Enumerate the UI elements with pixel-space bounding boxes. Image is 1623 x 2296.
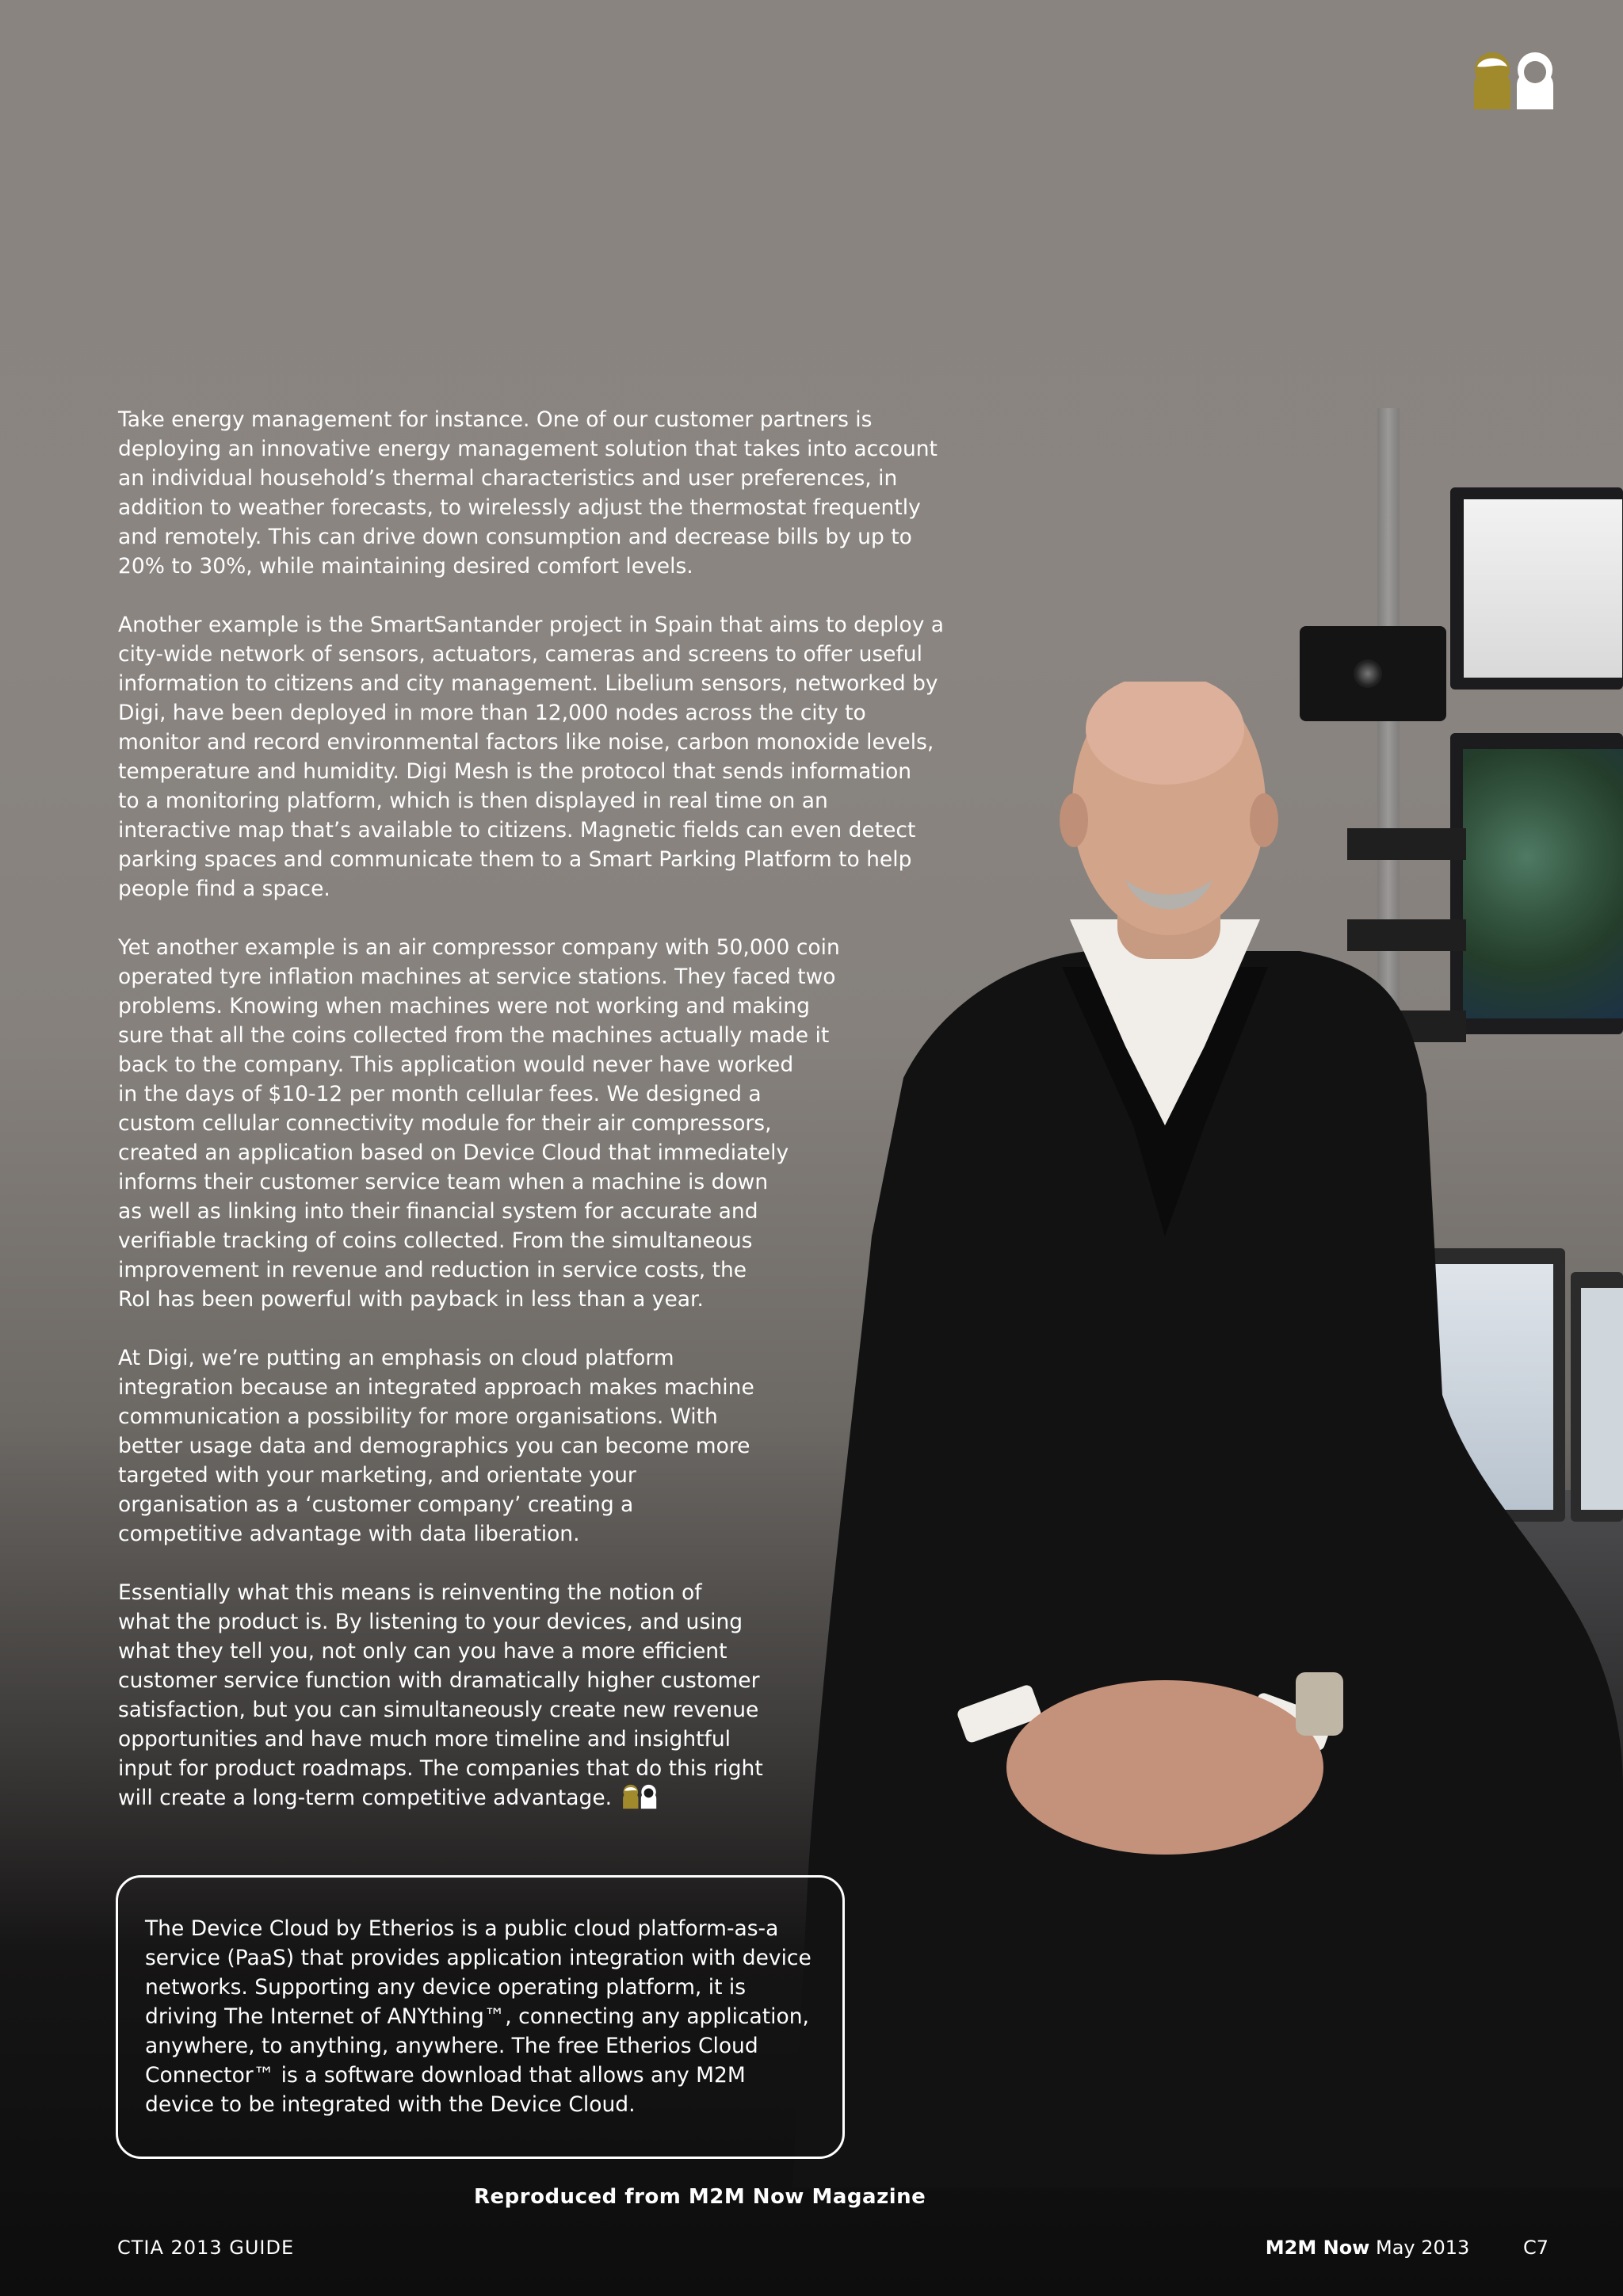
text-line: targeted with your marketing, and orientate your <box>118 1463 636 1488</box>
monitor-top-screen <box>1464 499 1622 678</box>
footer-issue-info <box>1266 2237 1549 2259</box>
text-line: organisation as a ‘customer company’ creating a <box>118 1492 634 1517</box>
end-of-article-icon <box>621 1784 659 1809</box>
text-line: will create a long-term competitive advantage. <box>118 1786 613 1810</box>
page-number: C7 <box>1522 2237 1549 2259</box>
text-line: RoI has been powerful with payback in less than a year. <box>118 1287 704 1312</box>
text-line: to a monitoring platform, which is then displayed in real time on an <box>118 789 828 813</box>
text-line: anywhere, to anything, anywhere. The free Etherios Cloud <box>145 2034 758 2058</box>
last-line <box>118 1783 944 1813</box>
text-line: device to be integrated with the Device Cloud. <box>145 2092 636 2117</box>
text-line: service (PaaS) that provides application integration with device <box>145 1946 812 1970</box>
text-line: custom cellular connectivity module for their air compressors, <box>118 1111 772 1136</box>
text-line: in the days of $10-12 per month cellular fees. We designed a <box>118 1082 762 1106</box>
text-line: Connector™ is a software download that allows any M2M <box>145 2063 746 2088</box>
text-line: verifiable tracking of coins collected. From the simultaneous <box>118 1228 753 1253</box>
footer-magazine-name: M2M Now <box>1265 2237 1370 2259</box>
text-line: problems. Knowing when machines were not working and making <box>118 994 810 1018</box>
paragraph-3 <box>118 933 944 1314</box>
text-line: opportunities and have much more timeline and insightful <box>118 1727 731 1752</box>
text-line: customer service function with dramatically higher customer <box>118 1668 760 1693</box>
text-line: back to the company. This application would never have worked <box>118 1052 794 1077</box>
paragraph-1 <box>118 405 944 581</box>
text-line: and remotely. This can drive down consumption and decrease bills by up to <box>118 525 912 549</box>
device-cloud-infobox <box>116 1875 845 2159</box>
text-line: Another example is the SmartSantander project in Spain that aims to deploy a <box>118 613 945 637</box>
text-line: Yet another example is an air compressor company with 50,000 coin <box>118 935 840 960</box>
article-body <box>118 405 944 1813</box>
text-line: interactive map that’s available to citizens. Magnetic fields can even detect <box>118 818 916 842</box>
text-line: informs their customer service team when a machine is down <box>118 1170 769 1194</box>
paragraph-4 <box>118 1343 944 1549</box>
text-line: improvement in revenue and reduction in service costs, the <box>118 1258 747 1282</box>
text-line: 20% to 30%, while maintaining desired comfort levels. <box>118 554 693 579</box>
text-line: operated tyre inflation machines at service stations. They faced two <box>118 965 836 989</box>
text-line: Take energy management for instance. One of our customer partners is <box>118 407 873 432</box>
text-line: created an application based on Device Cloud that immediately <box>118 1140 789 1165</box>
text-line: integration because an integrated approach makes machine <box>118 1375 754 1400</box>
text-line: sure that all the coins collected from the machines actually made it <box>118 1023 830 1048</box>
text-line: competitive advantage with data liberation. <box>118 1522 580 1546</box>
text-line: Essentially what this means is reinventing the notion of <box>118 1580 702 1605</box>
text-line: better usage data and demographics you can become more <box>118 1434 750 1458</box>
text-line: Digi, have been deployed in more than 12,000 nodes across the city to <box>118 701 866 725</box>
m2m-now-logo-icon <box>1471 51 1560 111</box>
footer-date: May 2013 <box>1376 2237 1470 2259</box>
text-line: satisfaction, but you can simultaneously create new revenue <box>118 1698 759 1722</box>
text-line: what they tell you, not only can you have a more efficient <box>118 1639 727 1664</box>
text-line: people find a space. <box>118 877 330 901</box>
text-line: driving The Internet of ANYthing™, connecting any application, <box>145 2004 809 2029</box>
text-line: an individual household’s thermal characteristics and user preferences, in <box>118 466 898 491</box>
text-line: parking spaces and communicate them to a Smart Parking Platform to help <box>118 847 912 872</box>
text-line: The Device Cloud by Etherios is a public cloud platform-as-a <box>145 1916 779 1941</box>
text-line: communication a possibility for more organisations. With <box>118 1404 718 1429</box>
text-line: At Digi, we’re putting an emphasis on cloud platform <box>118 1346 674 1370</box>
text-line: temperature and humidity. Digi Mesh is the protocol that sends information <box>118 759 912 784</box>
text-line: monitor and record environmental factors like noise, carbon monoxide levels, <box>118 730 934 755</box>
paragraph-2 <box>118 610 944 904</box>
text-line: input for product roadmaps. The companies that do this right <box>118 1756 763 1781</box>
text-line: networks. Supporting any device operating platform, it is <box>145 1975 747 2000</box>
text-line: as well as linking into their financial system for accurate and <box>118 1199 758 1224</box>
text-line: addition to weather forecasts, to wirelessly adjust the thermostat frequently <box>118 495 921 520</box>
text-line: information to citizens and city management. Libelium sensors, networked by <box>118 671 938 696</box>
footer-guide-title: CTIA 2013 GUIDE <box>117 2237 295 2259</box>
reproduction-credit: Reproduced from M2M Now Magazine <box>474 2185 926 2209</box>
paragraph-5 <box>118 1578 944 1813</box>
text-line: deploying an innovative energy management solution that takes into account <box>118 437 938 461</box>
text-line: what the product is. By listening to your devices, and using <box>118 1610 743 1634</box>
text-line: city-wide network of sensors, actuators, cameras and screens to offer useful <box>118 642 922 667</box>
